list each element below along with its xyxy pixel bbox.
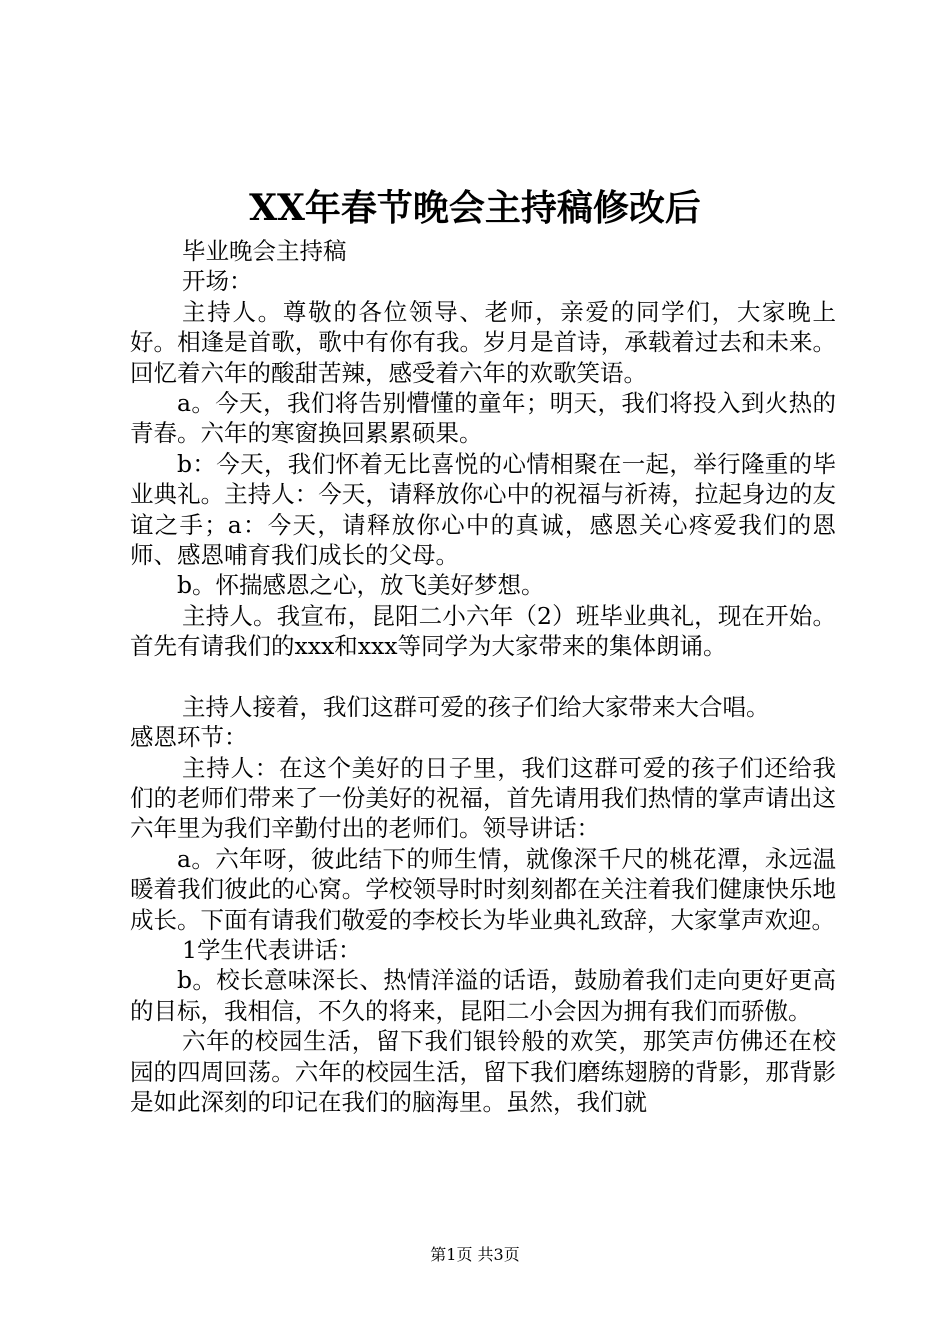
paragraph: a。六年呀，彼此结下的师生情，就像深千尺的桃花潭，永远温暖着我们彼此的心窝。学校领导时时刻刻都在关注着我们健康快乐地成长。下面有请我们敬爱的李校长为毕业典礼致辞，大家掌声欢迎。 (130, 844, 836, 934)
paragraph: 主持人接着，我们这群可爱的孩子们给大家带来大合唱。 (182, 692, 770, 721)
paragraph: a。今天，我们将告别懵懂的童年；明天，我们将投入到火热的青春。六年的寒窗换回累累硕果。 (130, 389, 836, 448)
page-footer: 第1页 共3页 (430, 1245, 520, 1264)
blank-line (130, 662, 836, 692)
paragraph: b：今天，我们怀着无比喜悦的心情相聚在一起，举行隆重的毕业典礼。主持人：今天，请释放你心中的祝福与祈祷，拉起身边的友谊之手；a：今天，请释放你心中的真诚，感恩关心疼爱我们的恩师、感恩哺育我们成长的父母。 (130, 449, 836, 570)
paragraph-opening-label: 开场： (182, 267, 253, 296)
paragraph-section-label: 感恩环节： (130, 723, 248, 752)
paragraph: 六年的校园生活，留下我们银铃般的欢笑，那笑声仿佛还在校园的四周回荡。六年的校园生活，留下我们磨练翅膀的背影，那背影是如此深刻的印记在我们的脑海里。虽然，我们就 (130, 1027, 836, 1116)
paragraph: b。怀揣感恩之心，放飞美好梦想。 (177, 571, 545, 600)
paragraph: b。校长意味深长、热情洋溢的话语，鼓励着我们走向更好更高的目标，我相信，不久的将来，昆阳二小会因为拥有我们而骄傲。 (130, 966, 836, 1025)
document-title: XX年春节晚会主持稿修改后 (249, 187, 701, 229)
paragraph: 主持人。尊敬的各位领导、老师，亲爱的同学们，大家晚上好。相逢是首歌，歌中有你有我。岁月是首诗，承载着过去和未来。回忆着六年的酸甜苦辣，感受着六年的欢歌笑语。 (130, 297, 836, 387)
paragraph: 主持人。我宣布，昆阳二小六年（2）班毕业典礼，现在开始。首先有请我们的xxx和xxx等同学为大家带来的集体朗诵。 (130, 601, 836, 661)
paragraph: 主持人：在这个美好的日子里，我们这群可爱的孩子们还给我们的老师们带来了一份美好的祝福，首先请用我们热情的掌声请出这六年里为我们辛勤付出的老师们。领导讲话： (130, 753, 836, 843)
paragraph-section-label: 1学生代表讲话： (182, 935, 362, 964)
paragraph-heading: 毕业晚会主持稿 (182, 237, 347, 265)
document-body (130, 236, 836, 1117)
